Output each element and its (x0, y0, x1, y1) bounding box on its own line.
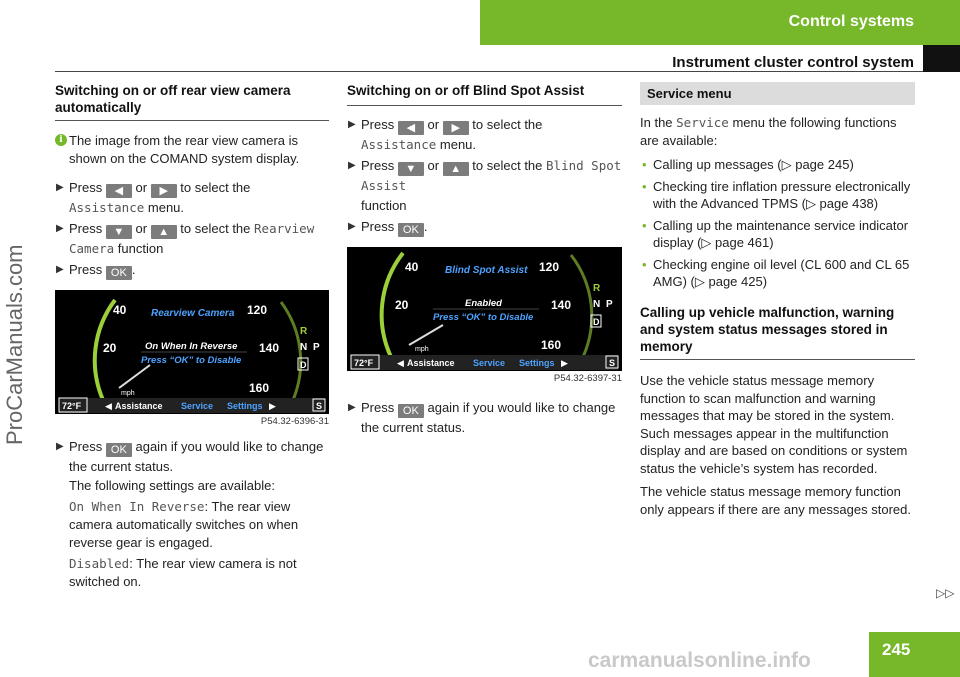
svg-text:◀: ◀ (397, 358, 404, 368)
tick-label: 140 (551, 298, 572, 312)
s-indicator: S (609, 358, 616, 368)
cluster-image-blind-spot (347, 247, 622, 371)
tick-label: 20 (103, 341, 117, 355)
svg-text:▶: ▶ (561, 358, 568, 368)
gear-d: D (593, 317, 600, 327)
display-status: Enabled (465, 298, 502, 309)
s-indicator: S (316, 401, 323, 411)
memory-paragraph-2: The vehicle status message memory function only appears if there are any messages stored. (640, 484, 911, 517)
column-rear-camera (55, 82, 329, 591)
gear-r: R (300, 326, 308, 337)
step-select-function: ▶ Press ▼ or ▲ to select the Blind Spot Assist function (348, 158, 622, 213)
page-number-box (869, 632, 960, 677)
display-title: Blind Spot Assist (445, 265, 528, 276)
menu-service: Service (181, 401, 214, 411)
right-button-icon: ▶ (443, 121, 469, 135)
display-title: Rearview Camera (151, 308, 235, 319)
service-menu-heading: Service menu (640, 82, 915, 105)
option-disabled: Disabled: The rear view camera is not switched on. (69, 556, 297, 589)
mph-label: mph (121, 390, 135, 397)
continued-icon: ▷▷ (936, 586, 955, 600)
svg-text:◀: ◀ (105, 401, 112, 411)
list-item: • Checking tire inflation pressure electronically with the Advanced TPMS (▷ page 438) (640, 178, 915, 212)
svg-text:▶: ▶ (269, 401, 276, 411)
heading-message-memory: Calling up vehicle malfunction, warning and system status messages stored in memory (640, 304, 915, 360)
gear-r: R (593, 283, 601, 294)
ok-button-icon: OK (398, 404, 424, 418)
step-select-function: ▶ Press ▼ or ▲ to select the Rearview Camera function (56, 221, 315, 256)
step-press-ok: ▶ Press OK . (348, 219, 428, 236)
list-item: • Checking engine oil level (CL 600 and CL 65 AMG) (▷ page 425) (640, 256, 915, 290)
step-press-ok: ▶ Press OK . (56, 262, 136, 279)
step-arrow-icon: ▶ (56, 441, 64, 452)
menu-service: Service (473, 358, 506, 368)
down-button-icon: ▼ (398, 162, 424, 176)
gear-n: N (300, 342, 308, 353)
instrument-cluster-graphic (55, 290, 329, 414)
image-caption: P54.32-6397-31 (553, 373, 622, 384)
column-blind-spot (347, 82, 622, 438)
info-text: The image from the rear view camera is shown on the COMAND system display. (69, 133, 300, 166)
tick-label: 160 (249, 381, 270, 395)
up-button-icon: ▲ (151, 225, 177, 239)
ok-button-icon: OK (398, 223, 424, 237)
display-prompt: Press “OK” to Disable (141, 355, 242, 366)
gear-p: P (606, 299, 613, 310)
ok-button-icon: OK (106, 443, 132, 457)
step-press-ok-again: ▶ Press OK again if you would like to change the current status. (348, 400, 616, 435)
step-arrow-icon: ▶ (348, 160, 356, 171)
menu-assistance: Assistance (407, 358, 455, 368)
list-item: • Calling up messages (▷ page 245) (640, 156, 915, 173)
up-button-icon: ▲ (443, 162, 469, 176)
list-item: • Calling up the maintenance service indicator display (▷ page 461) (640, 217, 915, 251)
info-note (55, 132, 329, 168)
mph-label: mph (415, 346, 429, 353)
heading-rear-camera: Switching on or off rear view camera automatically (55, 82, 329, 121)
menu-settings: Settings (227, 401, 263, 411)
step-select-menu: ▶ Press ◀ or ▶ to select the Assistance menu. (56, 180, 251, 215)
step-arrow-icon: ▶ (348, 402, 356, 413)
right-button-icon: ▶ (151, 184, 177, 198)
gear-p: P (313, 342, 320, 353)
step-arrow-icon: ▶ (348, 221, 356, 232)
header-tab-marker (923, 45, 960, 72)
step-select-menu: ▶ Press ◀ or ▶ to select the Assistance menu. (348, 117, 543, 152)
tick-label: 120 (539, 260, 560, 274)
image-caption: P54.32-6396-31 (260, 416, 329, 427)
subsection-title: Instrument cluster control system (672, 54, 914, 71)
left-button-icon: ◀ (106, 184, 132, 198)
step-arrow-icon: ▶ (348, 119, 356, 130)
page-number: 245 (882, 640, 911, 659)
temp-readout: 72°F (354, 358, 374, 368)
instrument-cluster-graphic (347, 247, 622, 371)
display-prompt: Press “OK” to Disable (433, 312, 534, 323)
menu-assistance: Assistance (115, 401, 163, 411)
down-button-icon: ▼ (106, 225, 132, 239)
gear-d: D (300, 360, 307, 370)
gear-n: N (593, 299, 601, 310)
header-rule (55, 71, 923, 72)
tick-label: 120 (247, 303, 268, 317)
tick-label: 40 (405, 260, 419, 274)
bottom-watermark: carmanualsonline.info (588, 649, 811, 672)
heading-blind-spot: Switching on or off Blind Spot Assist (347, 82, 622, 106)
display-status: On When In Reverse (145, 341, 238, 352)
step-arrow-icon: ▶ (56, 223, 64, 234)
step-arrow-icon: ▶ (56, 264, 64, 275)
step-arrow-icon: ▶ (56, 182, 64, 193)
tick-label: 20 (395, 298, 409, 312)
temp-readout: 72°F (62, 401, 82, 411)
info-icon: i (55, 134, 67, 146)
side-watermark: ProCarManuals.com (2, 244, 27, 445)
menu-settings: Settings (519, 358, 555, 368)
tick-label: 160 (541, 338, 562, 352)
column-service (640, 82, 915, 524)
ok-button-icon: OK (106, 266, 132, 280)
step-press-ok-again: ▶ Press OK again if you would like to change the current status. The following settings are available: (56, 439, 324, 493)
section-title: Control systems (788, 13, 914, 30)
tick-label: 140 (259, 341, 280, 355)
left-button-icon: ◀ (398, 121, 424, 135)
option-on-when-reverse: On When In Reverse: The rear view camera automatically switches on when reverse gear is engaged. (69, 499, 299, 550)
service-intro: In the Service menu the following functions are available: (640, 115, 897, 148)
cluster-image-rear-camera (55, 290, 329, 414)
section-header-bar (480, 0, 960, 45)
memory-paragraph-1: Use the vehicle status message memory function to scan malfunction and warning messages that may be stored in the system. Such messages appear in the multifunction display and are based on conditions or system status the vehicle’s system has recorded. (640, 373, 908, 476)
tick-label: 40 (113, 303, 127, 317)
